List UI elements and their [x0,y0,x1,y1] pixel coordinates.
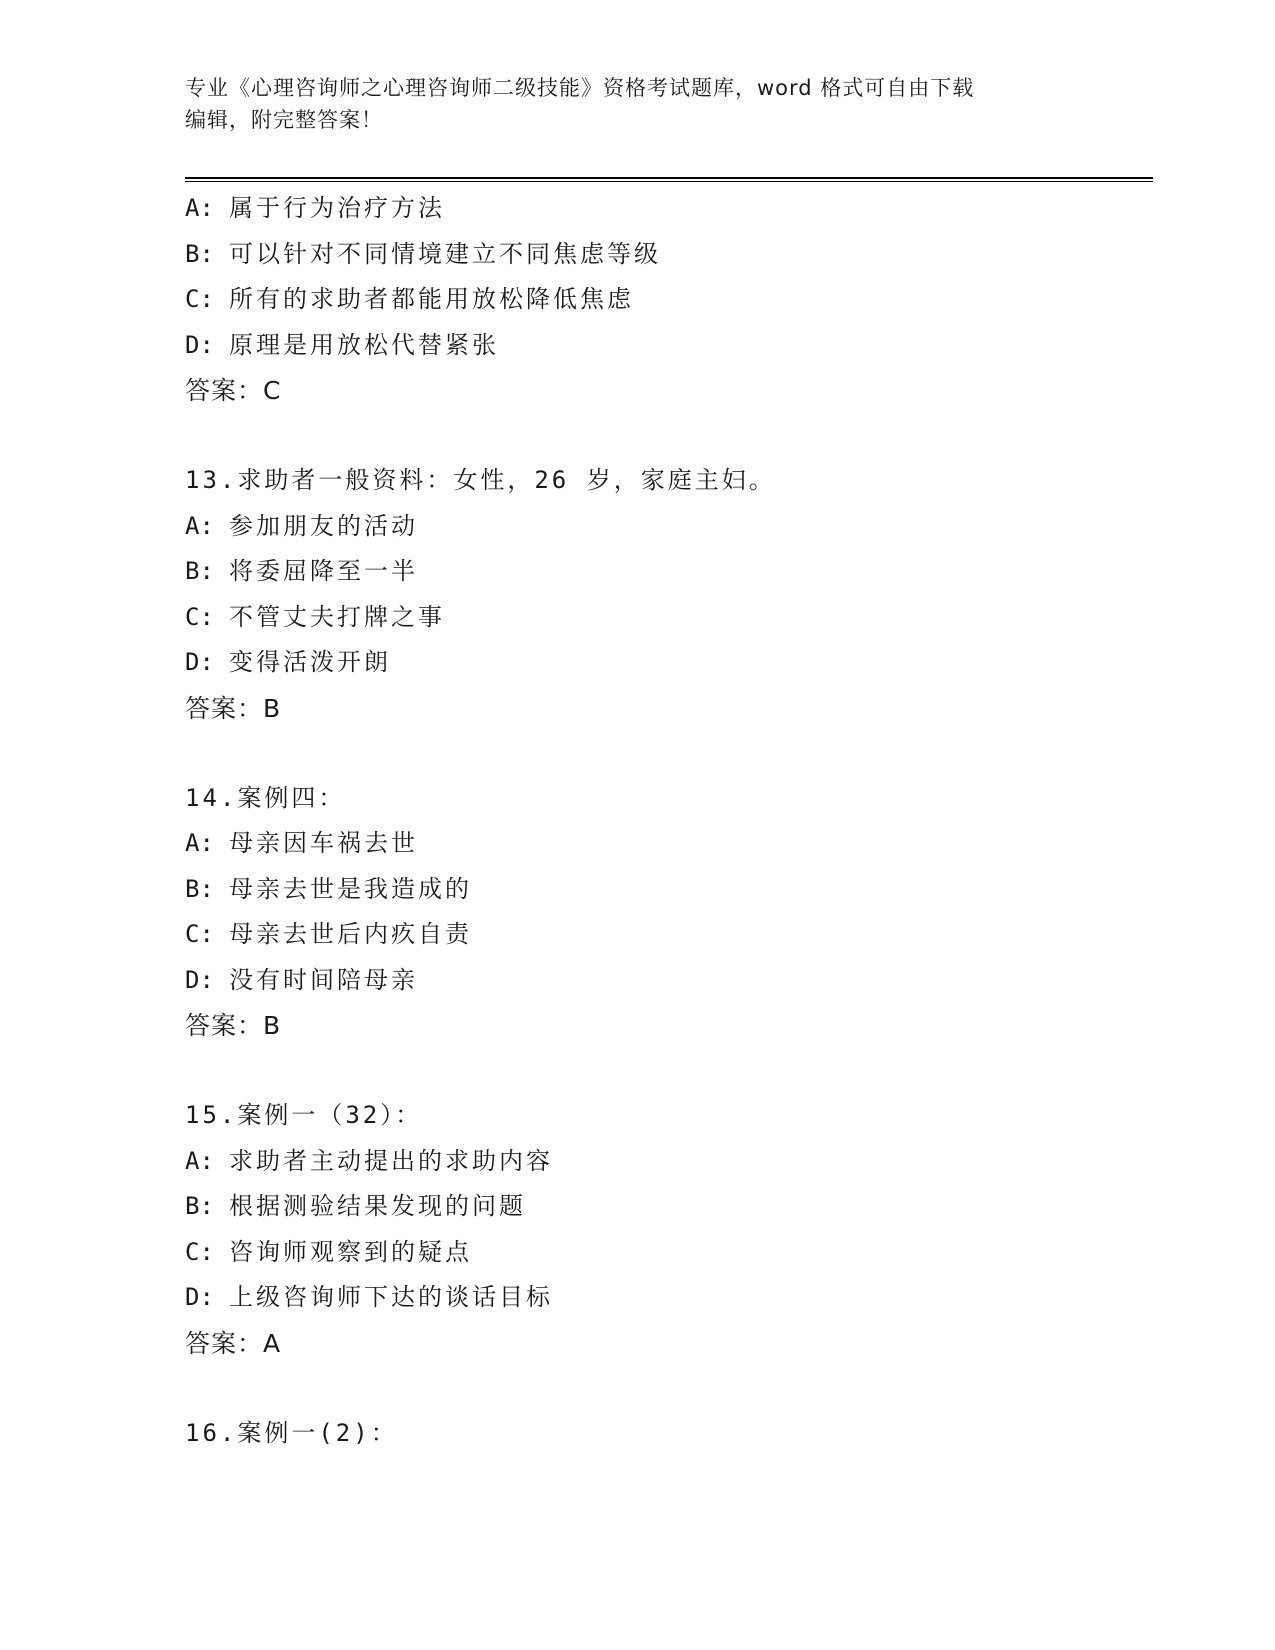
option-a: A: 参加朋友的活动 [185,511,418,540]
answer-line: 答案：B [185,693,282,723]
block-spacer [185,414,1145,458]
option-d: D: 原理是用放松代替紧张 [185,330,499,359]
option-d: D: 变得活泼开朗 [185,648,391,676]
question-block [185,186,1145,414]
option-b: B: 母亲去世是我造成的 [185,874,472,903]
block-spacer [185,1367,1145,1411]
option-c: C: 母亲去世后内疚自责 [185,920,472,948]
question-stem: 13.求助者一般资料：女性，26 岁，家庭主妇。 [185,466,776,494]
block-spacer [185,1049,1145,1093]
question-block [185,776,1145,1050]
question-list [185,186,1145,1456]
header-divider-thin [185,181,1153,182]
option-a: A: 求助者主动提出的求助内容 [185,1146,553,1175]
question-stem: 15.案例一（32）： [185,1101,423,1129]
question-block [185,1093,1145,1367]
answer-line: 答案：B [185,1011,282,1040]
header-divider-thick [185,177,1153,179]
option-b: B: 可以针对不同情境建立不同焦虑等级 [185,239,661,268]
question-block [185,1411,1145,1457]
answer-line: 答案：C [185,376,282,405]
option-d: D: 上级咨询师下达的谈话目标 [185,1283,553,1311]
question-stem: 16.案例一(2)： [185,1418,398,1447]
question-block [185,458,1145,732]
option-c: C: 咨询师观察到的疑点 [185,1237,472,1266]
block-spacer [185,732,1145,776]
option-b: B: 将委屈降至一半 [185,557,418,585]
question-stem: 14.案例四： [185,783,346,812]
option-c: C: 不管丈夫打牌之事 [185,602,445,631]
document-header [185,72,1085,136]
option-c: C: 所有的求助者都能用放松降低焦虑 [185,285,634,313]
header-title-line-2: 编辑，附完整答案！ [185,108,383,132]
option-a: A: 母亲因车祸去世 [185,829,418,857]
option-d: D: 没有时间陪母亲 [185,965,418,994]
option-a: A: 属于行为治疗方法 [185,194,445,222]
option-b: B: 根据测验结果发现的问题 [185,1192,526,1220]
answer-line: 答案：A [185,1328,282,1358]
header-title-line-1: 专业《心理咨询师之心理咨询师二级技能》资格考试题库，word 格式可自由下载 [185,76,975,100]
